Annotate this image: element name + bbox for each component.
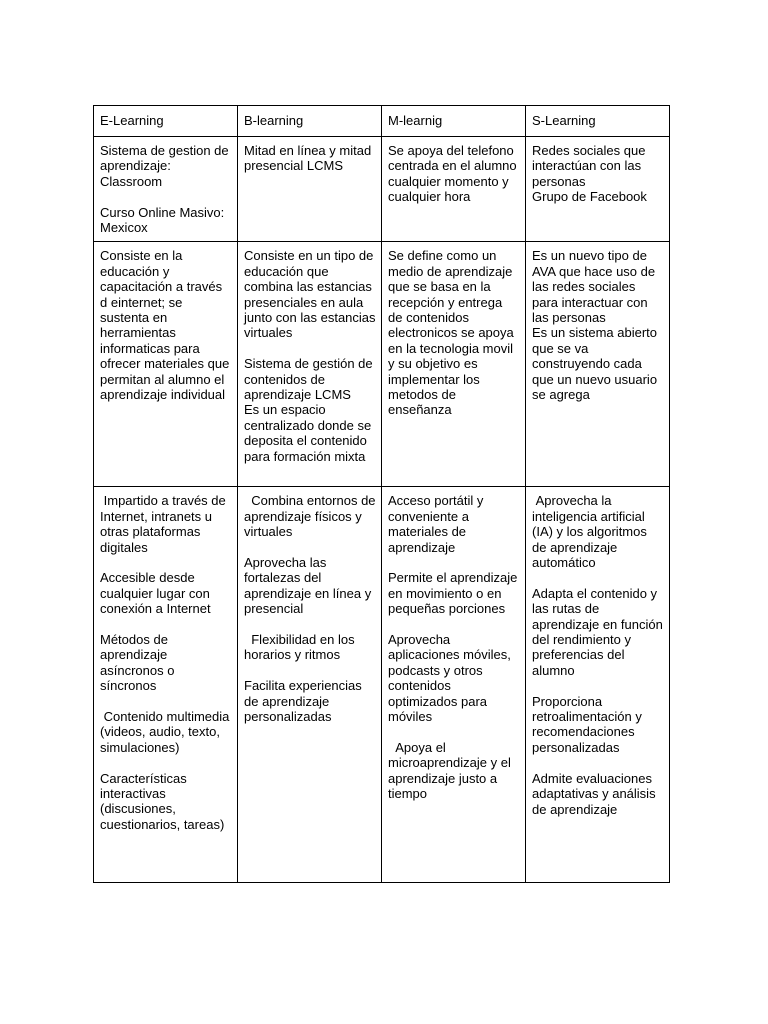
cell-paragraph: Se apoya del telefono centrada en el alumno cualquier momento y cualquier hora — [388, 143, 521, 205]
cell-s-learning-features — [526, 487, 670, 883]
cell-paragraph: Accesible desde cualquier lugar con conexión a Internet — [100, 570, 214, 617]
cell-m-learning-tools — [382, 137, 526, 242]
cell-e-learning-definition — [94, 242, 238, 487]
cell-paragraph: Permite el aprendizaje en movimiento o en pequeñas porciones — [388, 570, 521, 617]
table-row-features — [94, 487, 670, 883]
cell-paragraph: Flexibilidad en los horarios y ritmos — [244, 632, 359, 663]
cell-paragraph: Es un nuevo tipo de AVA que hace uso de las redes sociales para interactuar con las personas Es un sistema abierto que se va construyendo cada que un nuevo usuario se agrega — [532, 248, 658, 403]
cell-paragraph: Consiste en la educación y capacitación a través d einternet; se sustenta en herramientas informaticas para ofrecer materiales que permitan al alumno el aprendizaje individual — [100, 248, 233, 403]
cell-paragraph: Características interactivas (discusiones, cuestionarios, tareas) — [100, 770, 225, 832]
cell-paragraph: Curso Online Masivo: Mexicox — [100, 204, 228, 236]
cell-e-learning-tools — [94, 137, 238, 242]
cell-paragraph: Facilita experiencias de aprendizaje personalizadas — [244, 678, 366, 725]
header-row — [94, 106, 670, 137]
cell-paragraph: Apoya el microaprendizaje y el aprendizaje justo a tiempo — [388, 739, 515, 802]
header-m-learning: M-learnig — [382, 106, 526, 137]
cell-s-learning-definition — [526, 242, 670, 487]
cell-paragraph: Admite evaluaciones adaptativas y análisis de aprendizaje — [532, 770, 660, 817]
cell-m-learning-definition — [382, 242, 526, 487]
cell-paragraph: Métodos de aprendizaje asíncronos o síncronos — [100, 632, 179, 694]
learning-modalities-table — [93, 105, 670, 883]
cell-paragraph: Sistema de gestion de aprendizaje: Classroom — [100, 143, 233, 189]
cell-paragraph: Consiste en un tipo de educación que combina las estancias presenciales en aula junto con las estancias virtuales — [244, 248, 380, 341]
cell-paragraph: Redes sociales que interactúan con las personas Grupo de Facebook — [532, 143, 647, 205]
cell-paragraph: Adapta el contenido y las rutas de aprendizaje en función del rendimiento y preferencias del alumno — [532, 585, 667, 678]
cell-b-learning-tools — [238, 137, 382, 242]
cell-paragraph: Proporciona retroalimentación y recomendaciones personalizadas — [532, 693, 646, 755]
cell-paragraph: Aprovecha la inteligencia artificial (IA) y los algoritmos de aprendizaje automático — [532, 493, 651, 571]
cell-s-learning-tools — [526, 137, 670, 242]
header-b-learning: B-learning — [238, 106, 382, 137]
table-row-tools — [94, 137, 670, 242]
cell-paragraph: Contenido multimedia (videos, audio, texto, simulaciones) — [100, 709, 233, 755]
cell-b-learning-features — [238, 487, 382, 883]
cell-paragraph: Mitad en línea y mitad presencial LCMS — [244, 143, 375, 174]
header-s-learning: S-Learning — [526, 106, 670, 137]
cell-paragraph: Aprovecha las fortalezas del aprendizaje en línea y presencial — [244, 555, 375, 617]
cell-paragraph: Se define como un medio de aprendizaje que se basa en la recepción y entrega de contenidos electronicos se apoya en la tecnologia movil y su objetivo es implementar los metodos de enseñanza — [388, 248, 518, 418]
header-e-learning: E-Learning — [94, 106, 238, 137]
cell-paragraph: Acceso portátil y conveniente a materiales de aprendizaje — [388, 493, 487, 555]
cell-e-learning-features — [94, 487, 238, 883]
cell-m-learning-features — [382, 487, 526, 883]
cell-paragraph: Sistema de gestión de contenidos de aprendizaje LCMS Es un espacio centralizado donde se deposita el contenido para formación mixta — [244, 356, 373, 464]
cell-b-learning-definition — [238, 242, 382, 487]
cell-paragraph: Aprovecha aplicaciones móviles, podcasts y otros contenidos optimizados para móviles — [388, 632, 515, 725]
table-row-definition — [94, 242, 670, 487]
cell-paragraph: Combina entornos de aprendizaje físicos y virtuales — [244, 493, 380, 540]
cell-paragraph: Impartido a través de Internet, intranets u otras plataformas digitales — [100, 493, 230, 555]
